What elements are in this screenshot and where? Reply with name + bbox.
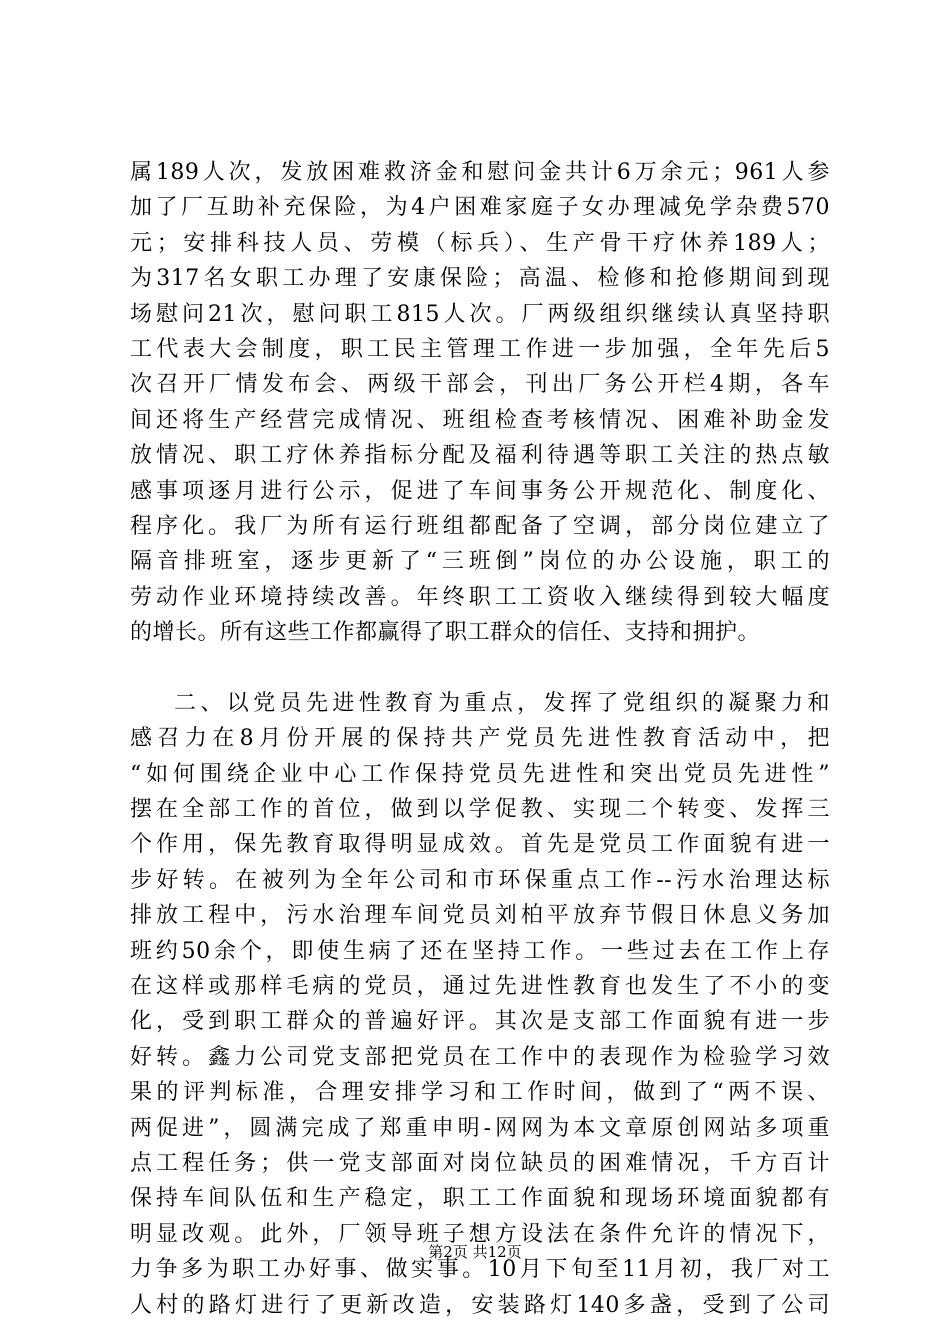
text-line: 化，受到职工群众的普遍好评。其次是支部工作面貌有进一步 <box>130 1009 830 1035</box>
text-line: “如何围绕企业中心工作保持党员先进性和突出党员先进性” <box>130 761 830 787</box>
text-line: 元；安排科技人员、劳模（标兵）、生产骨干疗休养189人； <box>130 230 830 256</box>
text-line: 班约50余个，即使生病了还在坚持工作。一些过去在工作上存 <box>130 938 830 964</box>
text-line: 人村的路灯进行了更新改造，安装路灯140多盏，受到了公司 <box>130 1292 830 1318</box>
text-line: 果的评判标准，合理安排学习和工作时间，做到了“两不误、 <box>130 1080 830 1106</box>
text-line: 隔音排班室，逐步更新了“三班倒”岗位的办公设施，职工的 <box>130 549 830 575</box>
text-line: 好转。鑫力公司党支部把党员在工作中的表现作为检验学习效 <box>130 1044 830 1070</box>
text-line: 为317名女职工办理了安康保险；高温、检修和抢修期间到现 <box>130 266 830 292</box>
text-line: 个作用，保先教育取得明显成效。首先是党员工作面貌有进一 <box>130 832 830 858</box>
text-line: 属189人次，发放困难救济金和慰问金共计6万余元；961人参 <box>130 160 830 185</box>
text-line: 保持车间队伍和生产稳定，职工工作面貌和现场环境面貌都有 <box>130 1186 830 1212</box>
text-line: 二、以党员先进性教育为重点，发挥了党组织的凝聚力和 <box>174 690 830 716</box>
paragraph-2 <box>130 686 830 1323</box>
text-line: 程序化。我厂为所有运行班组都配备了空调，部分岗位建立了 <box>130 513 830 539</box>
text-line: 次召开厂情发布会、两级干部会，刊出厂务公开栏4期，各车 <box>130 372 830 398</box>
text-line: 场慰问21次，慰问职工815人次。厂两级组织继续认真坚持职 <box>130 301 830 327</box>
text-line: 劳动作业环境持续改善。年终职工工资收入继续得到较大幅度 <box>130 584 830 610</box>
text-line: 力争多为职工办好事、做实事。10月下旬至11月初，我厂对工 <box>130 1257 830 1283</box>
text-line: 的增长。所有这些工作都赢得了职工群众的信任、支持和拥护。 <box>130 620 761 646</box>
text-line: 放情况、职工疗休养指标分配及福利待遇等职工关注的热点敏 <box>130 443 830 469</box>
paragraph-gap <box>130 650 830 685</box>
text-line: 排放工程中，污水治理车间党员刘柏平放弃节假日休息义务加 <box>130 903 830 929</box>
text-line: 摆在全部工作的首位，做到以学促教、实现二个转变、发挥三 <box>130 797 830 823</box>
text-line: 感召力在8月份开展的保持共产党员先进性教育活动中，把 <box>130 726 830 752</box>
text-line: 感事项逐月进行公示，促进了车间事务公开规范化、制度化、 <box>130 478 830 504</box>
text-line: 间还将生产经营完成情况、班组检查考核情况、困难补助金发 <box>130 407 830 433</box>
text-line: 点工程任务；供一党支部面对岗位缺员的困难情况，千方百计 <box>130 1150 830 1176</box>
text-line: 在这样或那样毛病的党员，通过先进性教育也发生了不小的变 <box>130 973 830 999</box>
text-line: 工代表大会制度，职工民主管理工作进一步加强，全年先后5 <box>130 336 830 362</box>
text-line: 明显改观。此外，厂领导班子想方设法在条件允许的情况下， <box>130 1221 830 1247</box>
text-line: 两促进”，圆满完成了郑重申明-网网为本文章原创网站多项重 <box>130 1115 830 1141</box>
paragraph-1 <box>130 155 830 650</box>
page-number-footer: 第2页 共12页 <box>428 1243 522 1261</box>
document-body <box>130 155 830 1323</box>
text-line: 步好转。在被列为全年公司和市环保重点工作--污水治理达标 <box>130 867 830 893</box>
text-line: 加了厂互助补充保险，为4户困难家庭子女办理减免学杂费570 <box>130 195 830 221</box>
